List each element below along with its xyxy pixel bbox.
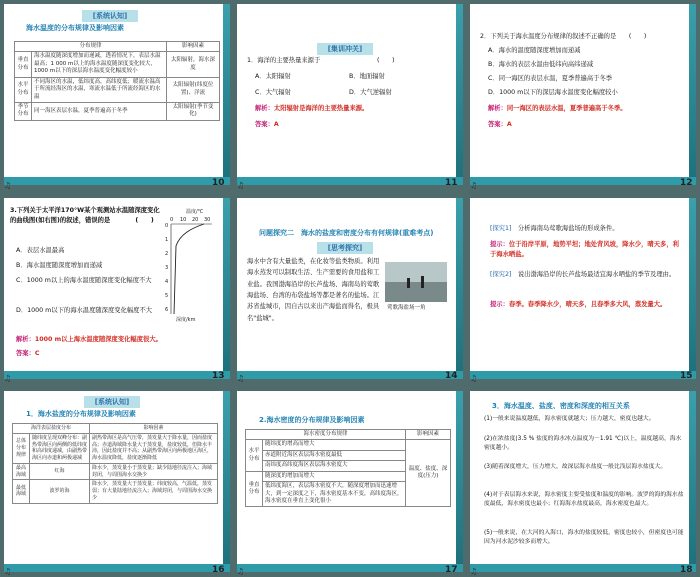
fig-ytick: 0 (165, 223, 169, 229)
table-row (246, 440, 451, 450)
analysis-text: 同一海区的表层水温，夏季普遍高于冬季。 (506, 105, 627, 112)
table-cell: 波罗的海 (30, 480, 90, 503)
table-header: 海洋表层盐度分布 (13, 424, 90, 434)
slide-title: 海水温度的分布规律及影响因素 (26, 24, 124, 32)
temperature-curve (174, 224, 204, 314)
option-b: B．地面辐射 (349, 73, 385, 80)
inquiry-label: [探究2] (490, 271, 512, 278)
decor-bar (470, 564, 696, 572)
page-number: 13 (212, 371, 225, 381)
inquiry-label: [探究1] (490, 225, 512, 232)
hint-text: 春季。春季降水少，晴天多，且春季多大风，蒸发量大。 (508, 301, 667, 308)
decor-bar (237, 371, 463, 379)
decor-bar (223, 4, 230, 185)
table-cell: 垂直分布 (246, 471, 263, 507)
section-header: [集训冲关] (317, 43, 373, 55)
decor-bar (237, 177, 463, 185)
decor-bar (237, 564, 463, 572)
slide-title: 3．海水温度、盐度、密度和深度的相互关系 (492, 402, 630, 410)
fig-xtick: 30 (204, 217, 211, 223)
slide-12 (470, 4, 696, 185)
decor-bar (470, 371, 696, 379)
slide-title: 问题探究二 海水的盐度和密度分布有何规律(重难考点) (259, 229, 434, 237)
page-number: 16 (212, 565, 225, 575)
table-row (15, 52, 220, 77)
hint-label: 提示： (490, 241, 509, 248)
salinity-table (12, 423, 218, 504)
question-text: 2．下列关于海水温度分布规律的叙述不正确的是 ( ) (480, 33, 647, 40)
page-number: 15 (680, 371, 693, 381)
table-cell: 南纬度高纬度海区表层海水密度大 (263, 461, 406, 471)
body-text: 海水中含有大量盐类，在化妆等盐类物质。利用海水蒸发可以制取生活、生产需要的食用盐和工业盐。我国渤海沿岸的长芦盐场、海南岛的莺歌海盐场、台湾的布袋盐场等都是著名的盐场。江苏省盐城市，因自古以来出产海盐而得名，极具名"盐城"。 (247, 258, 380, 322)
hint-1 (490, 240, 684, 260)
table-cell: 季节分布 (15, 102, 32, 120)
speaker-icon[interactable]: ♫ (237, 374, 245, 383)
answer-text: A (273, 121, 279, 128)
table-cell: 垂直分布 (15, 52, 32, 77)
table-header: 影响因素 (90, 424, 218, 434)
slide-18 (470, 391, 696, 572)
table-cell: 赤道附近海区表层海水密度最低 (263, 450, 406, 460)
relation-item: (4)对于表层海水来说，海水密度主要受盐度和温度的影响。波罗的海的海水盐度最低，海水密度也最小；红海海水盐度最高，海水密度也最大。 (484, 492, 684, 507)
relation-item: (2)在浓盐度(3.5 % 盐度的海水冰点温度为－1.91 ℃)以上，温度越高，海水密度越小。 (484, 436, 682, 451)
option-a: A．海水的温度随深度增加而递减 (488, 47, 581, 54)
answer-label: 答案： (488, 121, 507, 128)
table-cell: 太阳辐射，海水深度 (167, 52, 220, 77)
fig-xtick: 0 (170, 217, 174, 223)
section-header: [系统认知] (82, 10, 138, 22)
option-d: D．大气逆辐射 (349, 89, 392, 96)
table-cell: 总体分布规律 (13, 433, 30, 463)
photo-sky (385, 262, 447, 282)
inquiry-2 (490, 270, 684, 280)
answer-label: 答案： (255, 121, 274, 128)
hint-label: 提示： (490, 301, 509, 308)
fig-ytick: 1 (165, 237, 169, 243)
question-text: 1．海洋的主要热量来源于 ( ) (247, 57, 395, 64)
temperature-table (14, 41, 220, 121)
section-header: [系统认知] (84, 396, 140, 408)
table-cell: 随深度的增加而增大 (263, 471, 406, 481)
speaker-icon[interactable]: ♫ (4, 567, 12, 576)
density-table (245, 429, 451, 507)
table-cell: 最高海域 (13, 463, 30, 480)
option-d: D．1000 m以下的海水温度随深度变化幅度不大 (16, 307, 153, 314)
speaker-icon[interactable]: ♫ (237, 567, 245, 576)
speaker-icon[interactable]: ♫ (4, 181, 12, 190)
decor-bar (470, 177, 696, 185)
table-row (13, 433, 218, 463)
table-cell: 低纬度海区，表层海水密度不大，随深度增加而迅速增大，到一定深度之下，海水密度基本不变，高纬度海区，海水密度在垂直上变化很小 (263, 482, 406, 507)
table-cell: 随纬度呈现双峰分布：副热带海区向两侧的低纬度和高纬度递减，由副热带海区向赤道和两极递减 (30, 433, 90, 463)
option-d: D．1000 m以下的深层海水温度变化幅度较小 (488, 89, 618, 96)
fig-ytick: 4 (165, 279, 169, 285)
analysis-label: 解析： (255, 105, 274, 112)
inquiry-text: 分析海南岛莺歌海盐场的形成条件。 (517, 225, 619, 232)
page-number: 10 (212, 178, 225, 188)
fig-ylabel: 深度/km (176, 317, 196, 323)
speaker-icon[interactable]: ♫ (470, 567, 478, 576)
slide-title: 1．海水盐度的分布规律及影响因素 (26, 410, 136, 418)
table-cell: 水平分布 (246, 440, 263, 471)
section-header: [思考探究] (317, 242, 373, 254)
decor-bar (223, 391, 230, 572)
answer (255, 120, 279, 130)
slide-14 (237, 198, 463, 379)
analysis-label: 解析： (488, 105, 507, 112)
table-header: 海水密度分布规律 (246, 430, 406, 440)
table-cell: 红海 (30, 463, 90, 480)
fig-xtick: 10 (180, 217, 187, 223)
speaker-icon[interactable]: ♫ (4, 374, 12, 383)
slide-13 (4, 198, 230, 379)
analysis (488, 104, 683, 114)
table-header: 影响因素 (167, 42, 220, 52)
slide-title: 2.海水密度的分布规律及影响因素 (259, 416, 365, 424)
decor-bar (456, 198, 463, 379)
table-cell: 水平分布 (15, 77, 32, 102)
table-row (15, 77, 220, 102)
option-c: C．1000 m以上的海水温度随深度变化幅度不大 (16, 277, 152, 284)
temperature-depth-figure (162, 206, 214, 324)
table-cell: 不同海区的水温，低纬度高，高纬度低；暖流水温高于所流经海区的水温，寒流水温低于所流经海区的水温 (32, 77, 167, 102)
hint-text: 位于沿岸平原，地势平坦；地处背风坡，降水少，晴天多，利于海水晒盐。 (490, 241, 679, 258)
table-row (15, 102, 220, 120)
option-c: C．同一海区的表层水温，夏季普遍高于冬季 (488, 75, 613, 82)
slide-16 (4, 391, 230, 572)
salt-field-photo (385, 262, 447, 302)
table-cell: 太阳辐射(纬度位置)、洋流 (167, 77, 220, 102)
page-number: 14 (445, 371, 458, 381)
analysis (255, 104, 450, 114)
page-number: 17 (445, 565, 458, 575)
fig-xtick: 20 (192, 217, 199, 223)
analysis (16, 335, 216, 345)
answer (16, 349, 40, 359)
decor-bar (4, 371, 230, 379)
inquiry-1 (490, 224, 684, 234)
table-cell: 同一海区表层水温，夏季普遍高于冬季 (32, 102, 167, 120)
photo-worker (421, 276, 424, 288)
table-cell: 海水温度随深度增加而递减，透着情况下，表层水温最高；1 000 m以上的海水温度随深度变化较大，1000 m以下的深层海水温度变化幅度较小 (32, 52, 167, 77)
fig-ytick: 2 (165, 251, 169, 257)
page-number: 18 (680, 565, 693, 575)
option-a: A．表层水温最高 (16, 247, 65, 254)
slide-15 (470, 198, 696, 379)
table-row (13, 463, 218, 480)
answer-text: A (506, 121, 512, 128)
decor-bar (689, 198, 696, 379)
table-header: 分布规律 (15, 42, 167, 52)
option-a: A．太阳辐射 (255, 73, 291, 80)
table-cell: 太阳辐射(季节变化) (167, 102, 220, 120)
table-header: 影响因素 (406, 430, 451, 440)
option-c: C．大气辐射 (255, 89, 291, 96)
table-cell: 温度、盐度、深度(压力) (406, 440, 451, 507)
table-cell: 最低海域 (13, 480, 30, 503)
option-b: B．海水的表层水温由低纬向高纬递减 (488, 61, 594, 68)
slide-10 (4, 4, 230, 185)
table-cell: 副热带海区是高气压带，蒸发量大于降水量，因而盐度高；赤道海域降水量大于蒸发量，盐度较低，但降水丰沛，因此盐度并不高；从副热带海区向两极地区海区，海水温度降低，盐度逐渐降低 (90, 433, 218, 463)
table-cell: 随纬度的增高而增大 (263, 440, 406, 450)
page-number: 11 (445, 178, 458, 188)
relation-item: (3)随着深度增大，压力增大，故深层海水盐度一般比浅层海水盐度大。 (484, 464, 667, 470)
option-b: B．海水温度随深度增加而递减 (16, 262, 103, 269)
table-row (13, 480, 218, 503)
inquiry-text: 说出渤海沿岸的长芦盐场最适宜海水晒盐的季节及理由。 (517, 271, 676, 278)
decor-bar (689, 391, 696, 572)
fig-ytick: 5 (165, 293, 169, 299)
speaker-icon[interactable]: ♫ (237, 181, 245, 190)
slide-11 (237, 4, 463, 185)
page-number: 12 (680, 178, 693, 188)
analysis-text: 太阳辐射是海洋的主要热量来源。 (273, 105, 369, 112)
slide-17 (237, 391, 463, 572)
table-cell: 降水少，蒸发量小于蒸发量；缺少陆地径流注入；海域封闭，与周围海水交换少 (90, 463, 218, 480)
fig-ytick: 3 (165, 265, 169, 271)
speaker-icon[interactable]: ♫ (470, 374, 478, 383)
decor-bar (223, 198, 230, 379)
relation-item: (5)一般来说，在大河的入海口，海水的盐度较低，密度也较小，但密度也可能因为河水泥沙较多而增大。 (484, 530, 684, 545)
decor-bar (456, 391, 463, 572)
answer-text: C (34, 350, 40, 357)
speaker-icon[interactable]: ♫ (470, 181, 478, 190)
analysis-text: 1000 m以上海水温度随深度变化幅度很大。 (34, 336, 162, 343)
photo-caption: 莺歌海盐场一角 (387, 305, 426, 311)
decor-bar (4, 564, 230, 572)
decor-bar (4, 177, 230, 185)
table-cell: 降水少，蒸发量大于蒸发量；纬度较高，气温低，蒸发弱；有大量陆地径流注入；海域封闭，与周围海水交换少 (90, 480, 218, 503)
fig-ytick: 6 (165, 307, 169, 313)
fig-xlabel: 温度/℃ (186, 209, 204, 215)
photo-worker (407, 278, 410, 288)
decor-bar (456, 4, 463, 185)
analysis-label: 解析： (16, 336, 35, 343)
relation-item: (1)一般来说温度越低，海水密度就越大；压力越大，密度也越大。 (484, 416, 655, 422)
question-text: 3.下列关于太平洋170°W某个观测站水温随深度变化的曲线图(如右图)的叙述，错误的是 ( ) (10, 207, 160, 224)
decor-bar (689, 4, 696, 185)
answer-label: 答案： (16, 350, 35, 357)
hint-2 (490, 300, 684, 310)
answer (488, 120, 512, 130)
photo-field (385, 282, 447, 302)
